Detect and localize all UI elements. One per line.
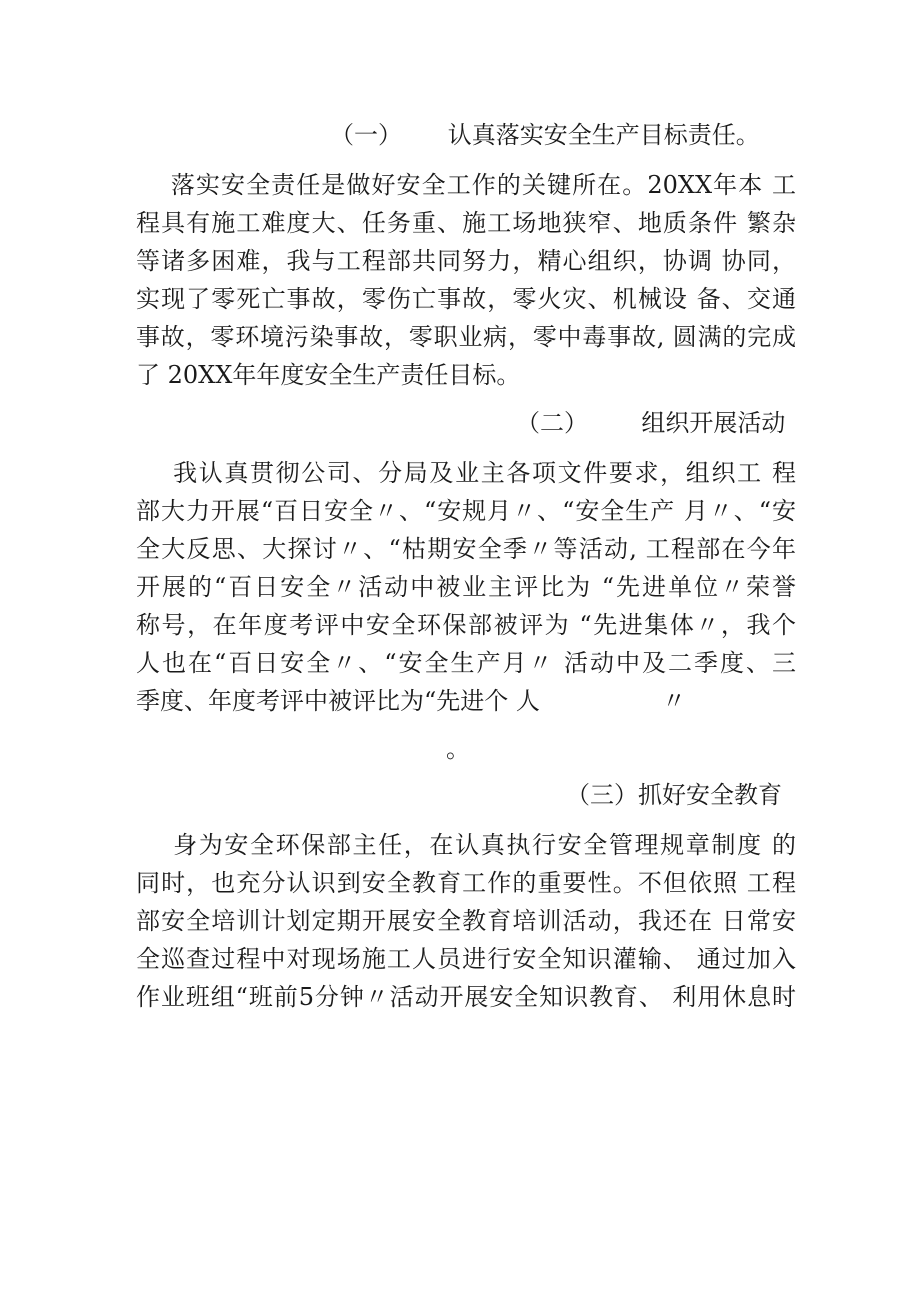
paragraph-line: 了 20XX年年度安全生产责任目标。 [136,361,521,389]
paragraph-line: 称号，在年度考评中安全环保部被评为 “先进集体〃，我个 [136,611,796,639]
paragraph-line: 等诸多困难，我与工程部共同努力，精心组织，协调 协同， [136,247,796,275]
paragraph-line: 身为安全环保部主任，在认真执行安全管理规章制度 的 [136,831,796,859]
paragraph-line: 人也在“百日安全〃、“安全生产月〃 活动中及二季度、三 [136,649,796,677]
paragraph-line: 全大反思、大探讨〃、“枯期安全季〃等活动, 工程部在今年 [136,535,796,563]
paragraph-line: 同时，也充分认识到安全教育工作的重要性。不但依照 工程 [136,869,796,897]
paragraph-line: 实现了零死亡事故，零伤亡事故，零火灾、机械设 备、交通 [136,285,796,313]
paragraph-line: 部安全培训计划定期开展安全教育培训活动，我还在 日常安 [136,907,796,935]
section-heading-2: （二） 组织开展活动 [516,409,786,437]
paragraph-line: 全巡查过程中对现场施工人员进行安全知识灌输、 通过加入 [136,945,796,973]
paragraph-line: 季度、年度考评中被评比为“先进个 人 〃 [136,687,686,715]
paragraph-line: 开展的“百日安全〃活动中被业主评比为 “先进单位〃荣誉 [136,573,796,601]
paragraph-line-period: 。 [446,735,470,763]
paragraph-line: 部大力开展“百日安全〃、“安规月〃、“安全生产 月〃、“安 [136,497,796,525]
paragraph-line: 事故，零环境污染事故，零职业病，零中毒事故, 圆满的完成 [136,323,796,351]
paragraph-line: 我认真贯彻公司、分局及业主各项文件要求，组织工 程 [136,459,796,487]
paragraph-line: 落实安全责任是做好安全工作的关键所在。20XX年本 工 [136,171,796,199]
section-heading-3: （三）抓好安全教育 [566,781,782,809]
paragraph-line: 程具有施工难度大、任务重、施工场地狭窄、地质条件 繁杂 [136,209,796,237]
section-heading-1: （一） 认真落实安全生产目标责任。 [330,121,760,149]
paragraph-line: 作业班组“班前5分钟〃活动开展安全知识教育、 利用休息时 [136,983,796,1011]
